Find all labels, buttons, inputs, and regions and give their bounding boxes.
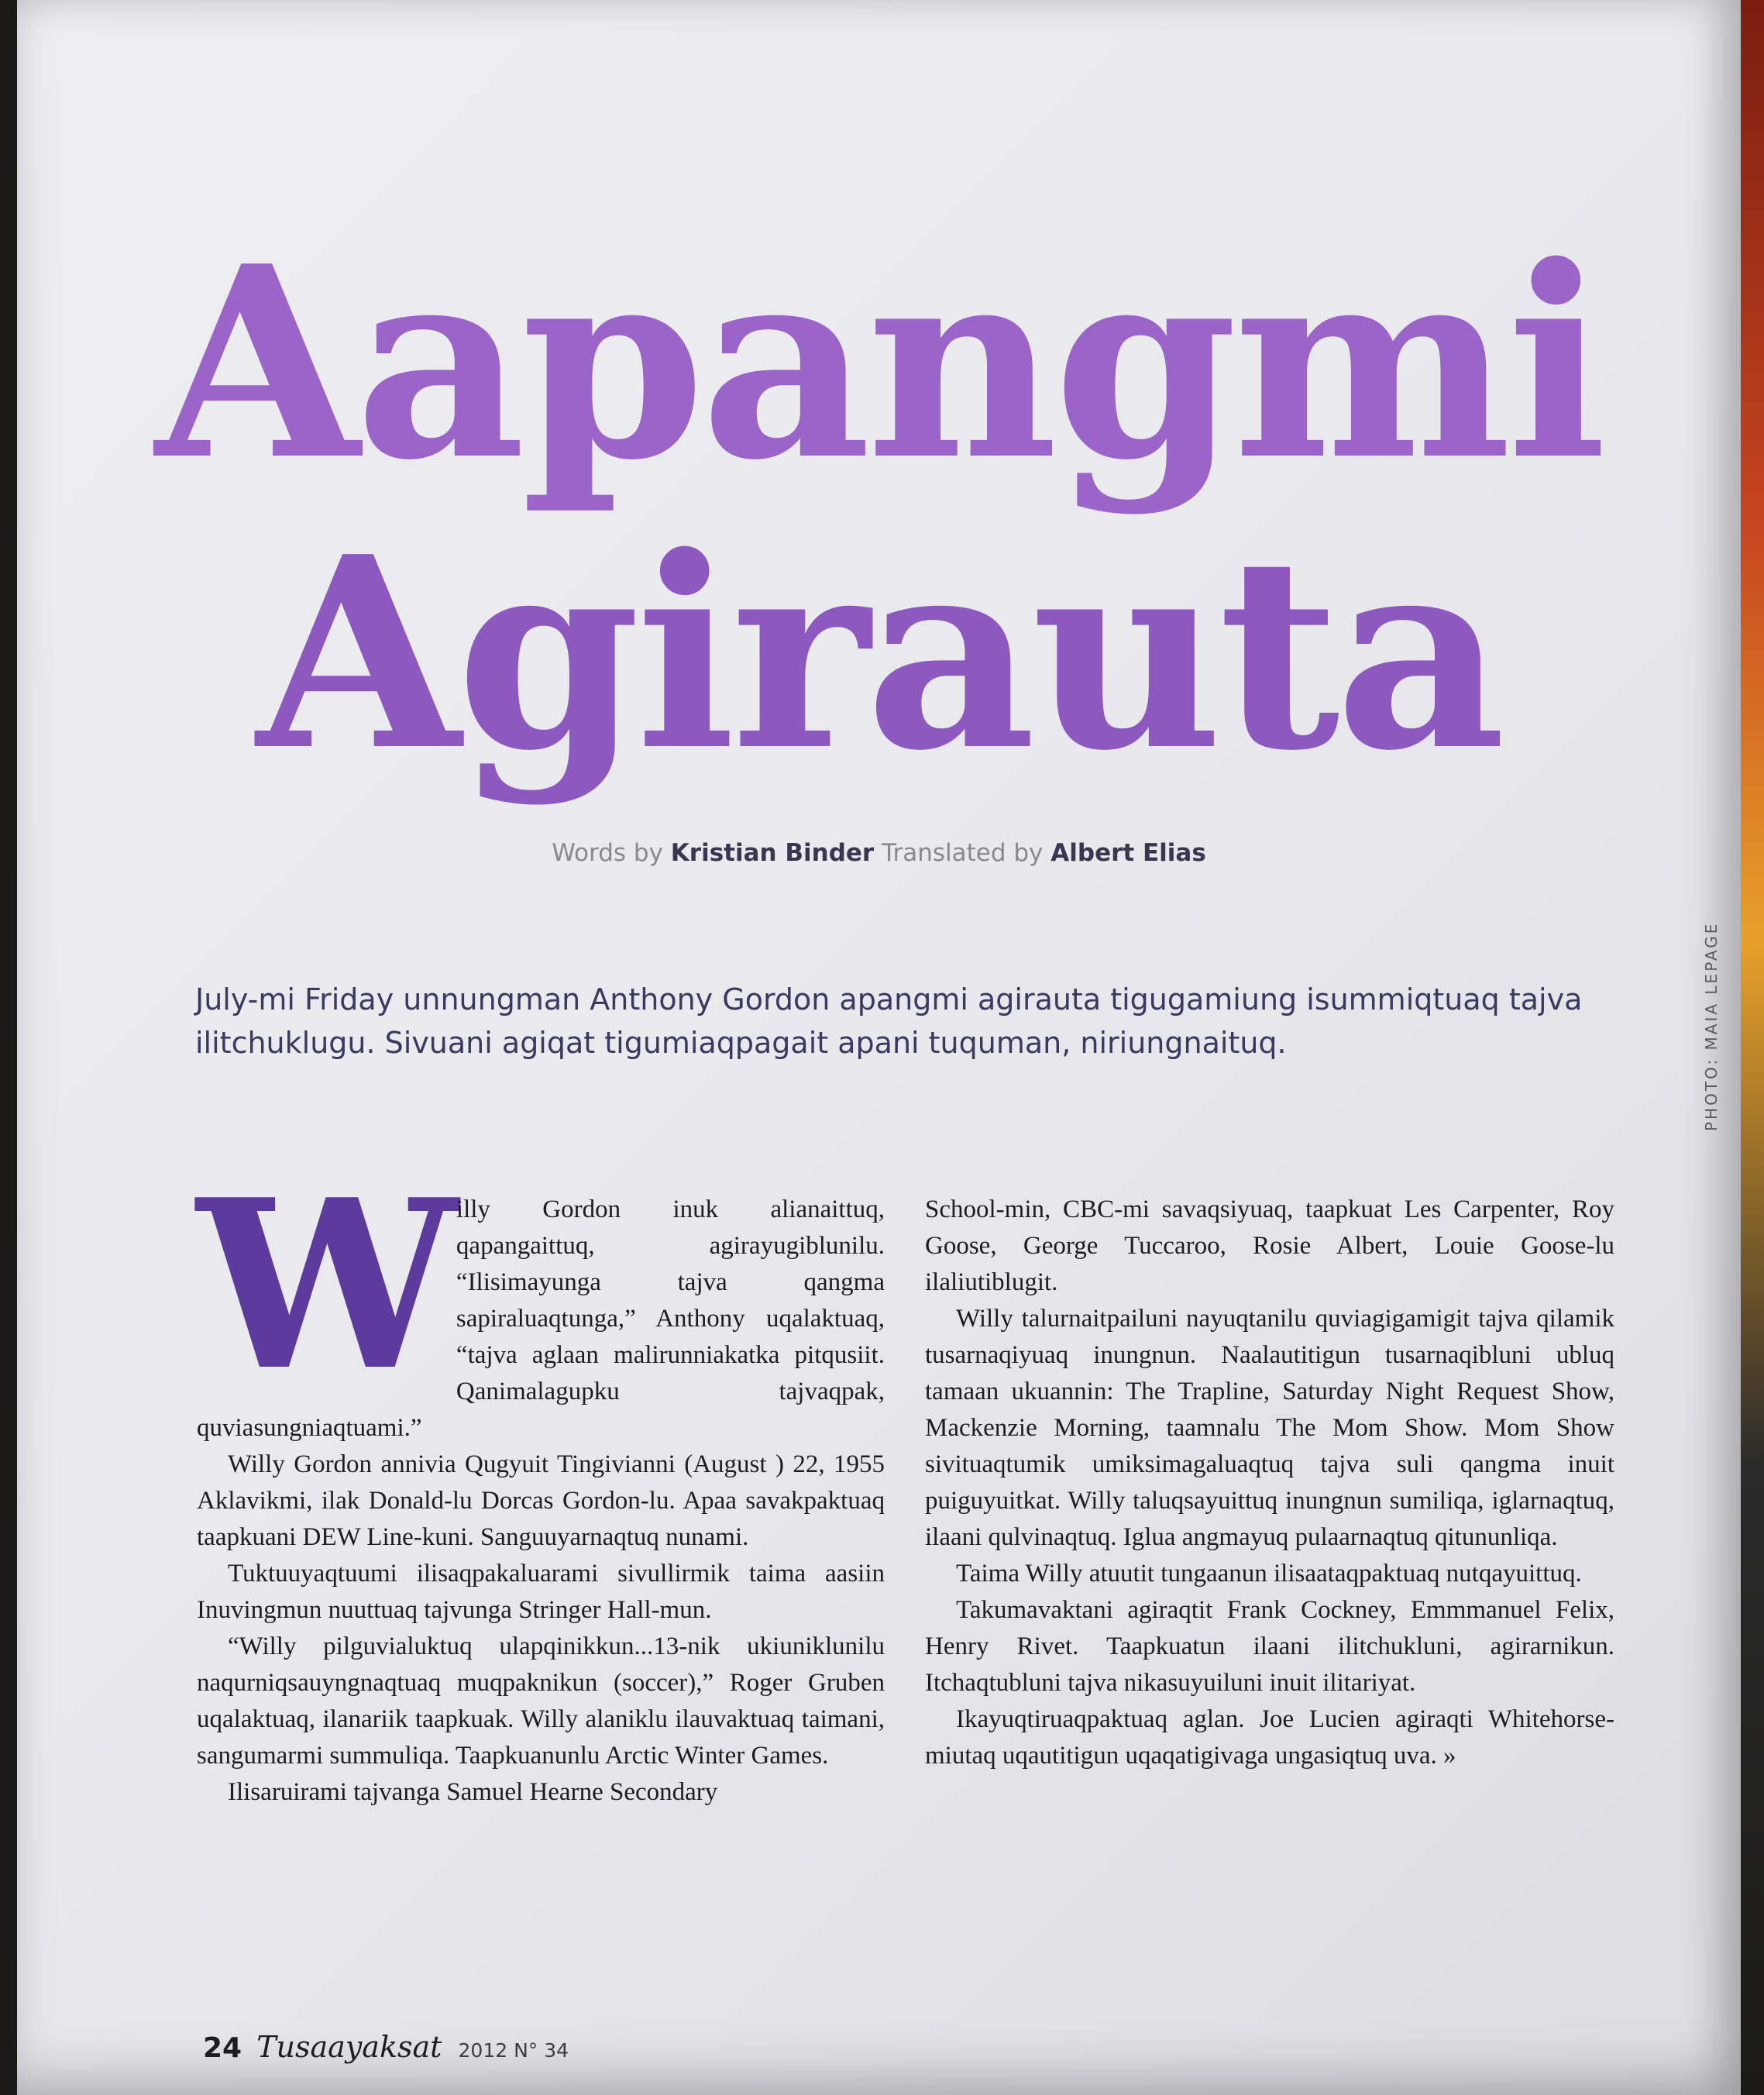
body-paragraph: Takumavaktani agiraqtit Frank Cockney, Emmmanuel Felix, Henry Rivet. Taapkuatun ilaani ilitchukluni, agirarnikun. Itchaqtubluni tajva nikasuyuiluni inuit ilitariyat. — [925, 1596, 1614, 1697]
body-column-left — [197, 1148, 885, 1811]
drop-cap: W — [197, 1148, 442, 1422]
author-name: Kristian Binder — [670, 839, 875, 867]
page-footer — [203, 2030, 569, 2064]
body-column-right — [925, 1192, 1614, 1774]
photo-credit: PHOTO: MAIA LEPAGE — [1702, 921, 1721, 1131]
article-deck: July-mi Friday unnungman Anthony Gordon apangmi agirauta tigugamiung isummiqtuaq tajva ilitchuklugu. Sivuani agiqat tigumiaqpagait apani tuquman, niriungnaituq. — [195, 982, 1583, 1060]
magazine-name: Tusaayaksat — [256, 2030, 442, 2064]
magazine-page — [17, 0, 1741, 2095]
body-paragraph: School-min, CBC-mi savaqsiyuaq, taapkuat Les Carpenter, Roy Goose, George Tuccaroo, Rosie Albert, Louie Goose-lu ilaliutiblugit. — [925, 1195, 1614, 1296]
page-number: 24 — [203, 2032, 242, 2064]
article-title-line-1: Aapangmi — [155, 209, 1603, 518]
translator-name: Albert Elias — [1050, 839, 1206, 867]
translated-by-label: Translated by — [882, 839, 1044, 867]
byline — [17, 839, 1741, 867]
background-strip — [1741, 0, 1764, 2095]
words-by-label: Words by — [552, 839, 663, 867]
body-paragraph: Tuktuuyaqtuumi ilisaqpakaluarami sivullirmik taima aasiin Inuvingmun nuuttuaq tajvunga Stringer Hall-mun. — [197, 1560, 885, 1624]
article-title-line-2: Agirauta — [256, 500, 1501, 809]
body-paragraph: “Willy pilguvialuktuq ulapqinikkun...13-nik ukiuniklunilu naqurniqsauyngnaqtuaq muqpaknikun (soccer),” Roger Gruben uqalaktuaq, ilanariik taapkuak. Willy alaniklu ilauvaktuaq taimani, sangumarmi summuliqa. Taapkuanunlu Arctic Winter Games. — [197, 1632, 885, 1770]
body-paragraph: illy Gordon inuk alianaittuq, qapangaittuq, agirayugiblunilu. “Ilisimayunga tajva qangma sapiraluaqtunga,” Anthony uqalaktuaq, “tajva aglaan malirunniakatka pitqusiit. Qanimalagupku tajvaqpak, quviasungniaqtuami.” — [197, 1195, 885, 1442]
body-paragraph: Taima Willy atuutit tungaanun ilisaataqpaktuaq nutqayuittuq. — [956, 1560, 1582, 1588]
body-paragraph: Ilisaruirami tajvanga Samuel Hearne Secondary — [228, 1778, 718, 1806]
body-paragraph: Willy Gordon annivia Qugyuit Tingivianni (August ) 22, 1955 Aklavikmi, ilak Donald-lu Dorcas Gordon-lu. Apaa savakpaktuaq taapkuani DEW Line-kuni. Sanguuyarnaqtuq nunami. — [197, 1450, 885, 1551]
body-paragraph: Ikayuqtiruaqpaktuaq aglan. Joe Lucien agiraqti Whitehorse-miutaq uqautitigun uqaqatigivaga ungasiqtuq uva. » — [925, 1705, 1614, 1770]
issue-info: 2012 N° 34 — [458, 2039, 569, 2062]
body-paragraph: Willy talurnaitpailuni nayuqtanilu quviagigamigit tajva qilamik tusarnaqiyuaq inungnun. Naalautitigun tusarnaqibluni ubluq tamaan ukuannin: The Trapline, Saturday Night Request Show, Mackenzie Morning, taamnalu The Mom Show. Mom Show sivituaqtumik umiksimagaluaqtuq tajva suli qangma inuit puiguyuitkat. Willy taluqsayuittuq inungnun sumiliqa, iglarnaqtuq, ilaani qulvinaqtuq. Iglua angmayuq pulaarnaqtuq qitununliqa. — [925, 1305, 1614, 1551]
